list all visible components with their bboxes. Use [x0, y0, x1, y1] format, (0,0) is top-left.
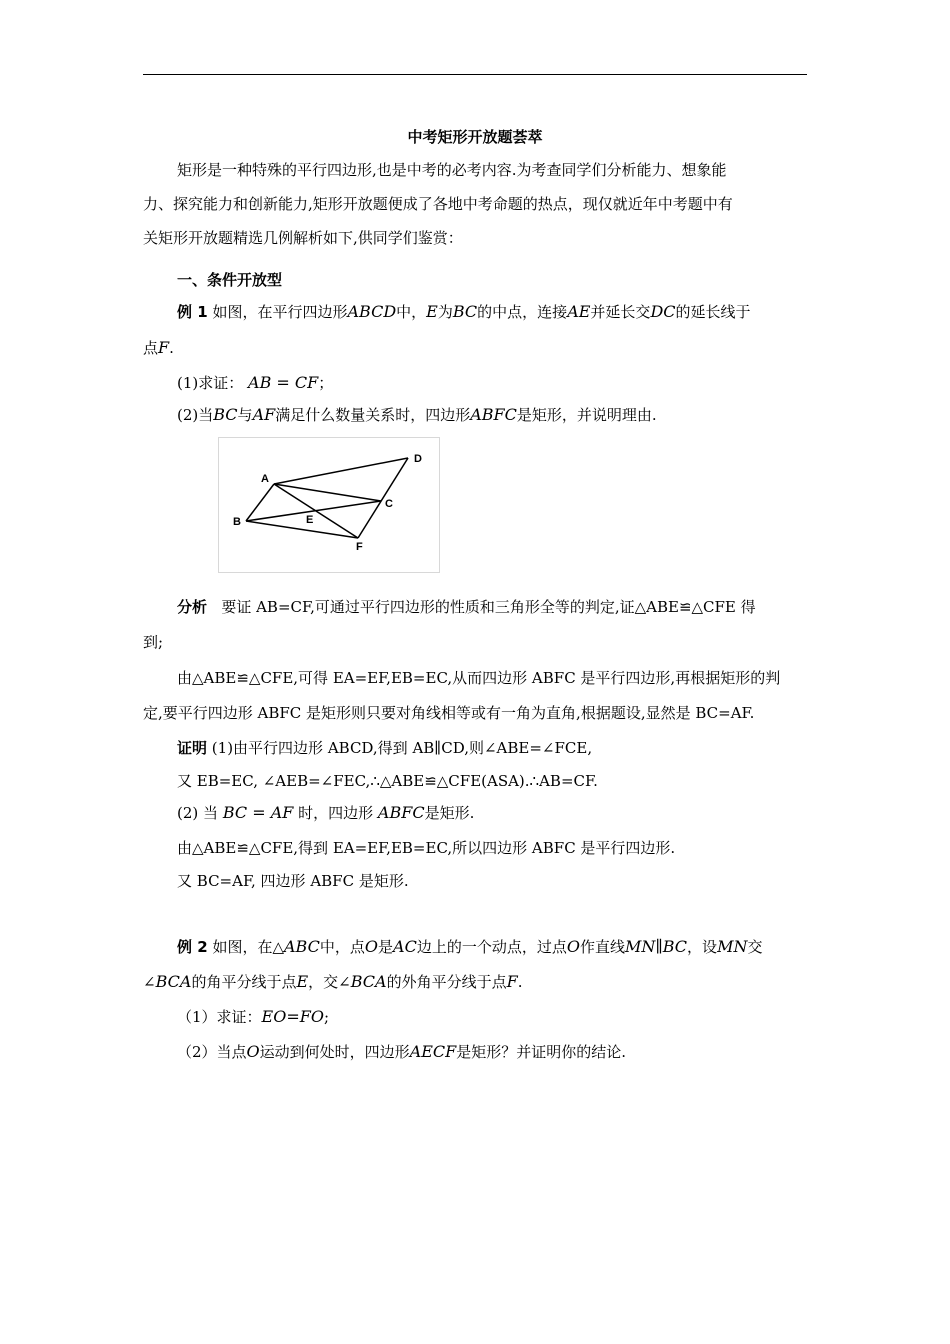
analysis-line-4: 定,要平行四边形 ABFC 是矩形则只要对角线相等或有一角为直角,根据题设,显然是 BC=AF.: [143, 704, 755, 722]
label-a: A: [261, 473, 269, 485]
proof-line-1: 证明 (1)由平行四边形 ABCD,得到 AB∥CD,则∠ABE=∠FCE,: [177, 739, 593, 757]
analysis-label: 分析: [177, 598, 208, 616]
proof-line-2: 又 EB=EC, ∠AEB=∠FEC,∴△ABE≌△CFE(ASA).∴AB=CF.: [177, 772, 598, 790]
example-2-question-1: （1）求证：EO=FO;: [177, 1007, 330, 1026]
example-1-question-1: (1)求证： AB = CF；: [177, 373, 334, 392]
proof-label: 证明: [177, 739, 208, 757]
example-2-question-2: （2）当点O运动到何处时，四边形AECF是矩形？并证明你的结论.: [177, 1042, 627, 1061]
label-b: B: [233, 516, 241, 528]
label-f: F: [356, 541, 363, 553]
example-1-question-2: (2)当BC与AF满足什么数量关系时，四边形ABFC是矩形，并说明理由.: [177, 405, 657, 424]
proof-line-4: 由△ABE≌△CFE,得到 EA=EF,EB=EC,所以四边形 ABFC 是平行四边形.: [177, 839, 676, 857]
example-2-line-1: 例 2 如图，在△ABC中，点O是AC边上的一个动点，过点O作直线MN∥BC，设MN交: [177, 937, 763, 956]
example-1-line-1: 例 1 如图，在平行四边形ABCD中，E为BC的中点，连接AE并延长交DC的延长线于: [177, 302, 751, 321]
proof-line-5: 又 BC=AF, 四边形 ABFC 是矩形.: [177, 872, 409, 890]
section-heading: 一、条件开放型: [177, 271, 283, 289]
label-c: C: [385, 498, 393, 510]
page-title: 中考矩形开放题荟萃: [407, 128, 543, 146]
example-label: 例 1: [177, 303, 208, 321]
intro-line-3: 关矩形开放题精选几例解析如下,供同学们鉴赏：: [143, 229, 463, 247]
example-1-line-2: 点F.: [143, 338, 174, 357]
intro-line-2: 力、探究能力和创新能力,矩形开放题便成了各地中考命题的热点，现仅就近年中考题中有: [143, 195, 733, 213]
analysis-line-1: 分析 要证 AB=CF,可通过平行四边形的性质和三角形全等的判定,证△ABE≌△CFE 得: [177, 598, 756, 616]
analysis-line-3: 由△ABE≌△CFE,可得 EA=EF,EB=EC,从而四边形 ABFC 是平行四边形,再根据矩形的判: [177, 669, 781, 687]
label-e: E: [306, 514, 314, 526]
intro-line-1: 矩形是一种特殊的平行四边形,也是中考的必考内容.为考查同学们分析能力、想象能: [177, 161, 727, 179]
example-2-label: 例 2: [177, 938, 208, 956]
geometry-figure: [218, 437, 440, 573]
label-d: D: [414, 453, 422, 465]
proof-line-3: (2) 当 BC = AF 时，四边形 ABFC是矩形.: [177, 803, 475, 822]
example-2-line-2: ∠BCA的角平分线于点E，交∠BCA的外角平分线于点F.: [143, 972, 523, 991]
analysis-line-2: 到;: [143, 633, 164, 651]
header-rule: [143, 74, 807, 75]
